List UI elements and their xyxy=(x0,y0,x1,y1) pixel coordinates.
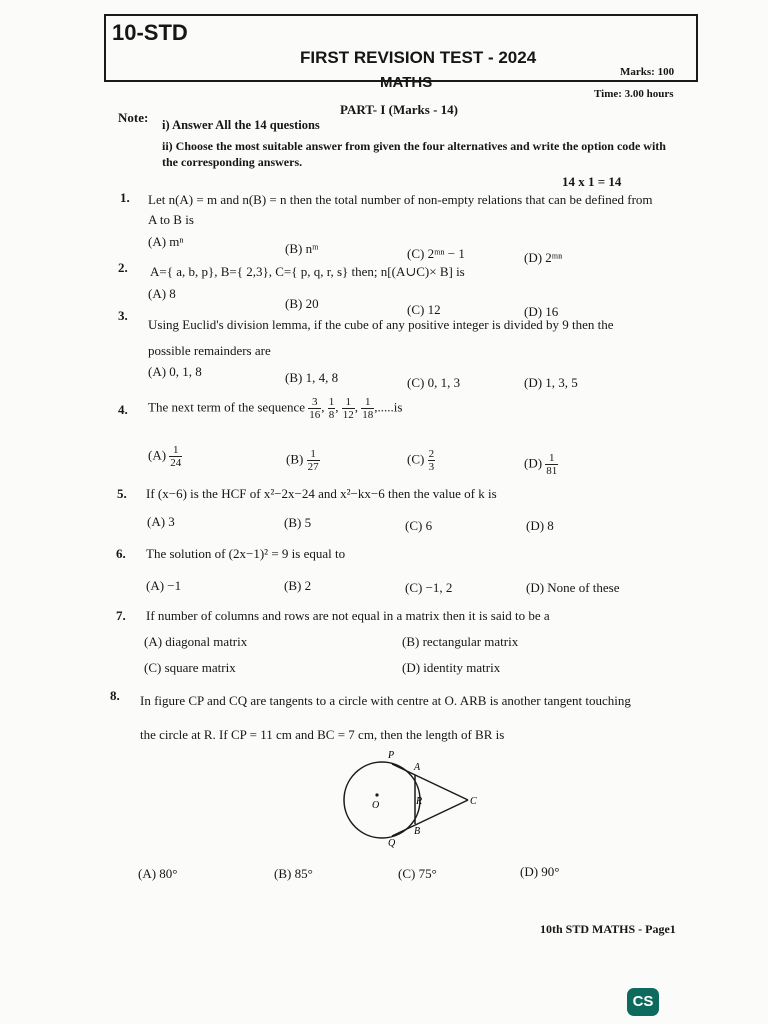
option-c: (C) 75° xyxy=(398,866,437,881)
option-b: (B) 20 xyxy=(285,296,319,311)
label-a: A xyxy=(414,762,421,773)
label-b: B xyxy=(414,826,421,837)
sequence-term: $\frac{3}{16}$ xyxy=(309,396,321,421)
option-c: (C) 6 xyxy=(405,518,433,533)
question-number: 6. xyxy=(116,546,126,561)
question-text xyxy=(148,190,688,230)
option-d: (D) None of these xyxy=(526,580,620,595)
option-b: (B) 5 xyxy=(284,515,312,530)
option-d: (D) 2ᵐⁿ xyxy=(524,250,563,265)
option-b: (B) rectangular matrix xyxy=(402,634,519,649)
question-text: The solution of (2x−1)² = 9 is equal to xyxy=(146,546,346,561)
note-line-1: i) Answer All the 14 questions xyxy=(162,118,320,132)
option-c: (C) 2ᵐⁿ − 1 xyxy=(407,246,465,261)
option-b: (B) 2 xyxy=(284,578,312,593)
class-label: 10-STD xyxy=(112,20,188,45)
option-b: (B) $\frac{1}{27}$ xyxy=(286,448,319,473)
option-a: (A) diagonal matrix xyxy=(144,634,248,649)
option-c: (C) 0, 1, 3 xyxy=(407,375,461,390)
subject-label: MATHS xyxy=(380,74,433,91)
question-text-line: possible remainders are xyxy=(148,343,271,358)
label-p: P xyxy=(388,750,395,761)
circle xyxy=(344,762,423,838)
option-d: (D) identity matrix xyxy=(402,660,501,675)
label-c: C xyxy=(470,796,477,807)
option-c: (C) $\frac{2}{3}$ xyxy=(407,448,435,473)
question-text: The next term of the sequence $\frac{3}{16}$ , $\frac{1}{8}$ , $\frac{1}{12}$ , $\frac{1}{18}$ ,.....is xyxy=(148,396,403,421)
question-text-line: The next term of the sequence xyxy=(148,399,306,415)
score-scheme: 14 x 1 = 14 xyxy=(562,174,622,189)
option-b: (B) 1, 4, 8 xyxy=(285,370,339,385)
question-number: 4. xyxy=(118,402,128,417)
option-c: (C) square matrix xyxy=(144,660,236,675)
question-text-line: In figure CP and CQ are tangents to a circle with centre at O. ARB is another tangent touching xyxy=(140,693,631,708)
question-text xyxy=(148,312,688,364)
part-heading: PART- I (Marks - 14) xyxy=(340,102,458,117)
tangent-cp xyxy=(392,764,468,800)
question-text: A={ a, b, p}, B={ 2,3}, C={ p, q, r, s} then; n[(A∪C)× B] is xyxy=(150,264,465,279)
time-label: Time: 3.00 hours xyxy=(594,88,674,100)
option-c: (C) −1, 2 xyxy=(405,580,453,595)
page-footer: 10th STD MATHS - Page1 xyxy=(540,922,676,936)
question-text-tail: ,.....is xyxy=(374,399,403,415)
option-d: (D) 16 xyxy=(524,304,559,319)
note-line-2: ii) Choose the most suitable answer from given the four alternatives and write the option code with the corresponding answers. xyxy=(162,139,666,169)
exam-title: FIRST REVISION TEST - 2024 xyxy=(300,48,537,67)
question-text-line: the circle at R. If CP = 11 cm and BC = 7 cm, then the length of BR is xyxy=(140,727,505,742)
question-text-line: Using Euclid's division lemma, if the cube of any positive integer is divided by 9 then the xyxy=(148,317,614,332)
option-c: (C) 12 xyxy=(407,302,441,317)
option-a: (A) −1 xyxy=(146,578,182,593)
question-text-line: A to B is xyxy=(148,212,194,227)
question-number: 5. xyxy=(117,486,127,501)
option-d: (D) $\frac{1}{81}$ xyxy=(524,452,558,477)
option-b: (B) nᵐ xyxy=(285,241,319,256)
camscanner-logo: CS xyxy=(627,988,659,1016)
centre-point xyxy=(375,793,378,796)
question-number: 3. xyxy=(118,308,128,323)
question-number: 2. xyxy=(118,260,128,275)
option-a: (A) 0, 1, 8 xyxy=(148,364,202,379)
label-o: O xyxy=(372,800,380,811)
question-number: 7. xyxy=(116,608,126,623)
option-a: (A) 80° xyxy=(138,866,178,881)
question-text xyxy=(140,684,700,752)
tangent-cq xyxy=(392,800,468,836)
option-a: (A) 3 xyxy=(147,514,175,529)
sequence-term: $\frac{1}{12}$ xyxy=(342,396,354,421)
marks-label: Marks: 100 xyxy=(620,66,675,78)
sequence-term: $\frac{1}{8}$ xyxy=(328,396,335,421)
option-d: (D) 8 xyxy=(526,518,554,533)
question-text: If (x−6) is the HCF of x²−2x−24 and x²−kx−6 then the value of k is xyxy=(146,486,497,501)
option-d: (D) 1, 3, 5 xyxy=(524,375,578,390)
question-number: 1. xyxy=(120,190,130,205)
question-text: If number of columns and rows are not equal in a matrix then it is said to be a xyxy=(146,608,550,623)
option-d: (D) 90° xyxy=(520,864,560,879)
option-a: (A) 8 xyxy=(148,286,176,301)
sequence-term: $\frac{1}{18}$ xyxy=(362,396,374,421)
question-text-line: Let n(A) = m and n(B) = n then the total number of non-empty relations that can be defined from xyxy=(148,192,653,207)
note-label: Note: xyxy=(118,110,149,125)
option-a: (A) mⁿ xyxy=(148,234,184,249)
label-q: Q xyxy=(388,838,396,849)
tangent-circle-figure xyxy=(330,748,490,858)
option-b: (B) 85° xyxy=(274,866,313,881)
label-r: R xyxy=(416,796,423,807)
option-a: (A) $\frac{1}{24}$ xyxy=(148,444,182,469)
question-number: 8. xyxy=(110,688,120,703)
